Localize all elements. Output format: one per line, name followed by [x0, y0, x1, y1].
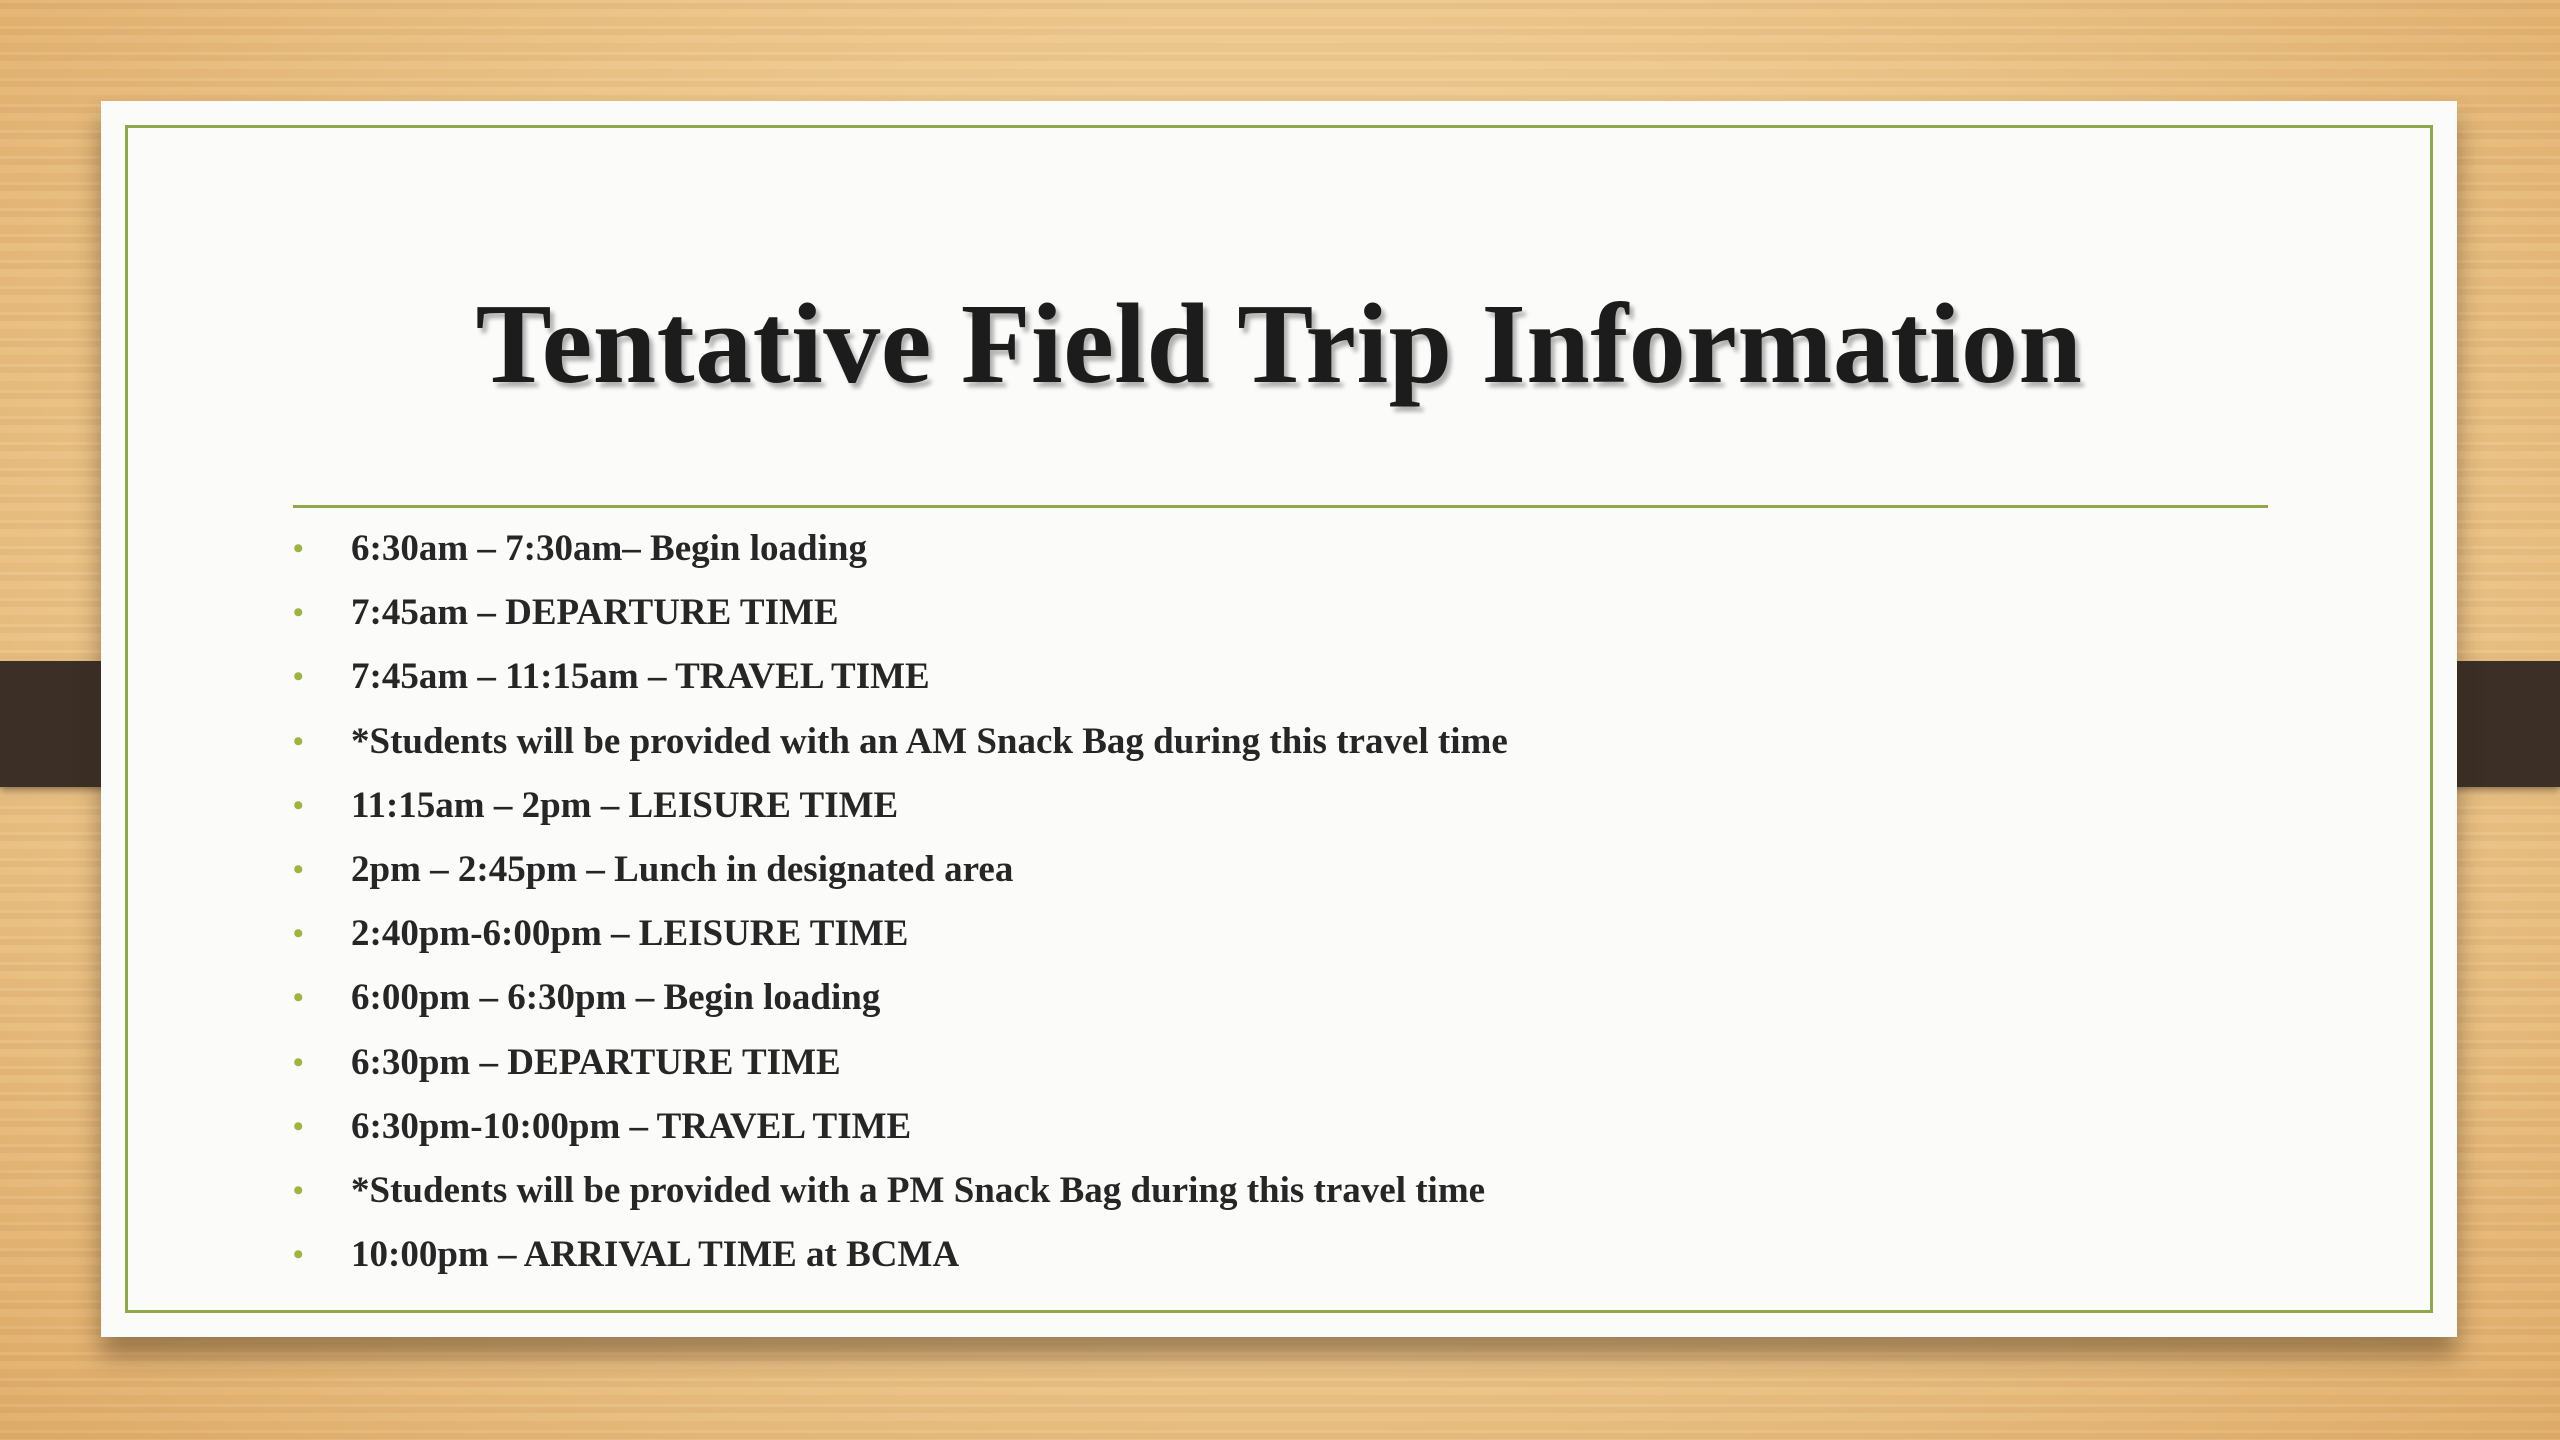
- bullet-icon: •: [293, 596, 304, 630]
- bullet-icon: •: [293, 532, 304, 565]
- bullet-icon: •: [293, 660, 304, 694]
- schedule-item-text: 6:30pm – DEPARTURE TIME: [351, 1041, 841, 1083]
- schedule-item: [293, 1159, 1508, 1223]
- schedule-item: [293, 581, 1508, 645]
- schedule-item: [293, 838, 1508, 902]
- schedule-item-text: 10:00pm – ARRIVAL TIME at BCMA: [351, 1234, 960, 1276]
- title-divider: [293, 505, 2268, 508]
- schedule-item-text: 6:30am – 7:30am– Begin loading: [351, 528, 867, 569]
- schedule-item-text: 11:15am – 2pm – LEISURE TIME: [351, 784, 899, 826]
- schedule-list: [293, 517, 1508, 1287]
- schedule-item: [293, 1031, 1508, 1095]
- bullet-icon: •: [293, 852, 304, 886]
- schedule-item-text: 6:30pm-10:00pm – TRAVEL TIME: [351, 1105, 912, 1147]
- bullet-icon: •: [293, 1173, 304, 1207]
- bullet-icon: •: [293, 1109, 304, 1143]
- slide-card: [101, 101, 2457, 1337]
- bullet-icon: •: [293, 1045, 304, 1079]
- schedule-item-text: 7:45am – 11:15am – TRAVEL TIME: [351, 656, 930, 698]
- schedule-item: [293, 902, 1508, 966]
- schedule-item-text: 2pm – 2:45pm – Lunch in designated area: [351, 848, 1014, 890]
- schedule-item-text: 2:40pm-6:00pm – LEISURE TIME: [351, 913, 909, 955]
- bullet-icon: •: [293, 917, 304, 951]
- bullet-icon: •: [293, 1238, 304, 1272]
- slide-title: Tentative Field Trip Information: [475, 280, 2083, 407]
- schedule-item: [293, 710, 1508, 774]
- bullet-icon: •: [293, 981, 304, 1015]
- bullet-icon: •: [293, 788, 304, 822]
- schedule-item: [293, 1223, 1508, 1287]
- schedule-item-text: 6:00pm – 6:30pm – Begin loading: [351, 977, 881, 1019]
- schedule-item: [293, 966, 1508, 1030]
- schedule-item: [293, 645, 1508, 709]
- schedule-item: [293, 517, 1508, 581]
- bullet-icon: •: [293, 724, 304, 758]
- schedule-item-text: *Students will be provided with a PM Snack Bag during this travel time: [351, 1169, 1486, 1211]
- schedule-item-text: *Students will be provided with an AM Snack Bag during this travel time: [351, 720, 1508, 762]
- schedule-item-text: 7:45am – DEPARTURE TIME: [351, 592, 839, 634]
- schedule-item: [293, 774, 1508, 838]
- schedule-item: [293, 1095, 1508, 1159]
